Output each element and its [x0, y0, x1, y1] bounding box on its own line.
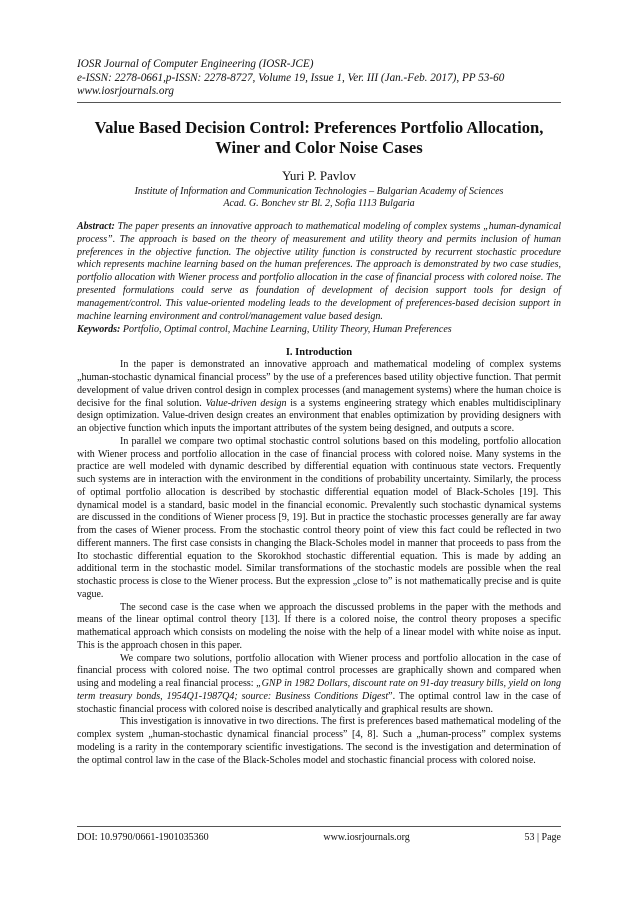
paragraph-1-part-a: In the paper is demonstrated an innovative approach and mathematical modeling of complex systems „human-stochastic dynamical financial process” by the use of a preferences based utility objective function. That permit development of value driven control design in complex processes (and management systems) where the human choice is decisive for the final solution.	[77, 359, 561, 409]
title-line-2: Winer and Color Noise Cases	[215, 137, 423, 157]
author-name: Yuri P. Pavlov	[281, 167, 357, 183]
affiliation-line-2: Acad. G. Bonchev str Bl. 2, Sofia 1113 Bulgaria	[223, 198, 415, 210]
keywords-label: Keywords:	[77, 324, 121, 336]
footer-website: www.iosrjournals.org	[323, 832, 410, 843]
introduction-body	[77, 359, 561, 767]
footer-page-number: 53 | Page	[524, 832, 561, 843]
author-affiliation	[77, 186, 561, 211]
journal-header	[77, 58, 561, 99]
paragraph-5: This investigation is innovative in two directions. The first is preferences based mathematical modeling of the complex system „human-stochastic dynamical financial process” [4, 8]. Such a „human-process” complex systems modeling is a rarity in the contemporary scientific investigations. The second is the investigation and determination of the optimal control law in the case of the Black-Scholes model and stochastic financial process with colored noise.	[77, 716, 561, 766]
header-rule	[77, 102, 561, 103]
paragraph-1	[77, 359, 561, 436]
paragraph-4-part-b: ”. The optimal control law in the case of stochastic financial process with colored noise is described analytically and graphical results are shown.	[77, 690, 561, 715]
footer-row	[77, 832, 561, 843]
abstract-label: Abstract:	[77, 220, 115, 232]
paragraph-4-emphasis: „GNP in 1982 Dollars, discount rate on 91-day treasury bills, yield on long term treasury bonds, 1954Q1-1987Q4; source: Business Conditions Digest	[77, 678, 561, 702]
journal-issn: e-ISSN: 2278-0661,p-ISSN: 2278-8727, Volume 19, Issue 1, Ver. III (Jan.-Feb. 2017), PP 53-60	[77, 71, 505, 84]
footer-doi: DOI: 10.9790/0661-1901035360	[77, 832, 209, 843]
paragraph-3: The second case is the case when we approach the discussed problems in the paper with the methods and means of the linear optimal control theory [13]. If there is a colored noise, the control theory proposes a specific mathematical approach which consists on modeling the noise with the help of a linear model with white noise as input. This is the approach chosen in this paper.	[77, 601, 561, 651]
affiliation-line-1: Institute of Information and Communication Technologies – Bulgarian Academy of Sciences	[134, 185, 504, 197]
abstract	[77, 221, 561, 323]
footer-rule	[77, 826, 561, 827]
keywords-text: Portfolio, Optimal control, Machine Learning, Utility Theory, Human Preferences	[120, 324, 452, 336]
journal-name: IOSR Journal of Computer Engineering (IOSR-JCE)	[77, 58, 314, 70]
abstract-text: The paper presents an innovative approach to mathematical modeling of complex systems „human-dynamical process”. The approach is based on the theory of measurement and utility theory and permits inclusion of human preferences in the objective function. The objective utility function is constructed by recurrent stochastic procedure which represents machine learning based on the human preferences. The approach is demonstrated by two case studies, portfolio allocation with Wiener process and portfolio allocation in the case of financial process with colored noise. The presented formulations could serve as foundation of development of decision support tools for design of management/control. This value-oriented modeling leads to the development of preferences-based decision support in machine learning environment and control/management value based design.	[77, 220, 561, 322]
paragraph-4	[77, 653, 561, 717]
paper-title	[77, 118, 561, 158]
paragraph-1-emphasis: Value-driven design	[205, 397, 287, 409]
section-heading: I. Introduction	[285, 347, 353, 359]
keywords	[77, 323, 561, 336]
paper-page	[77, 58, 561, 767]
title-line-1: Value Based Decision Control: Preferences Portfolio Allocation,	[94, 117, 544, 137]
paragraph-1-part-b: is a systems engineering strategy which enables multidisciplinary design optimization. Value-driven design creates an environment that enables optimization by providing designers with an objective function which inputs the important attributes of the system being designed, and outputs a score.	[77, 397, 561, 435]
page-footer	[77, 826, 561, 843]
paragraph-4-part-a: We compare two solutions, portfolio allocation with Wiener process and portfolio allocation in the case of financial process with colored noise. The two optimal control processes are graphically shown and compared when using and modeling a real financial process:	[77, 652, 561, 690]
paragraph-2: In parallel we compare two optimal stochastic control solutions based on this modeling, portfolio allocation with Wiener process and portfolio allocation in the case of financial process with colored noise. Many systems in the practice are well modeled with dynamic described by differential equation with continuous state vectors. Frequently such systems are in interaction with the environment in the conditions of probability uncertainty. Similarly, the process of optimal portfolio allocation is described by stochastic differential equation model of Black-Scholes [19]. This dynamical model is a standard, basic model in the financial economic. Prevalently such stochastic dynamical systems are discussed in the conditions of Wiener process [9, 19]. But in practice the stochastic processes generally are far away from the cases of Wiener process. From the stochastic control theory point of view this fact could be reflected in two different manners. The first case consists in changing the Black-Scholes model in manner that proceeds to pass from the Ito stochastic differential equation to the Skorokhod stochastic differential equation. This is made by adding an additional term in the stochastic model. Similar transformations of the stochastic models are possible when the real stochastic process is close to the Wiener process. But the expression „close to” is not mathematically precise and is quite vague.	[77, 435, 561, 600]
journal-website: www.iosrjournals.org	[77, 85, 174, 98]
